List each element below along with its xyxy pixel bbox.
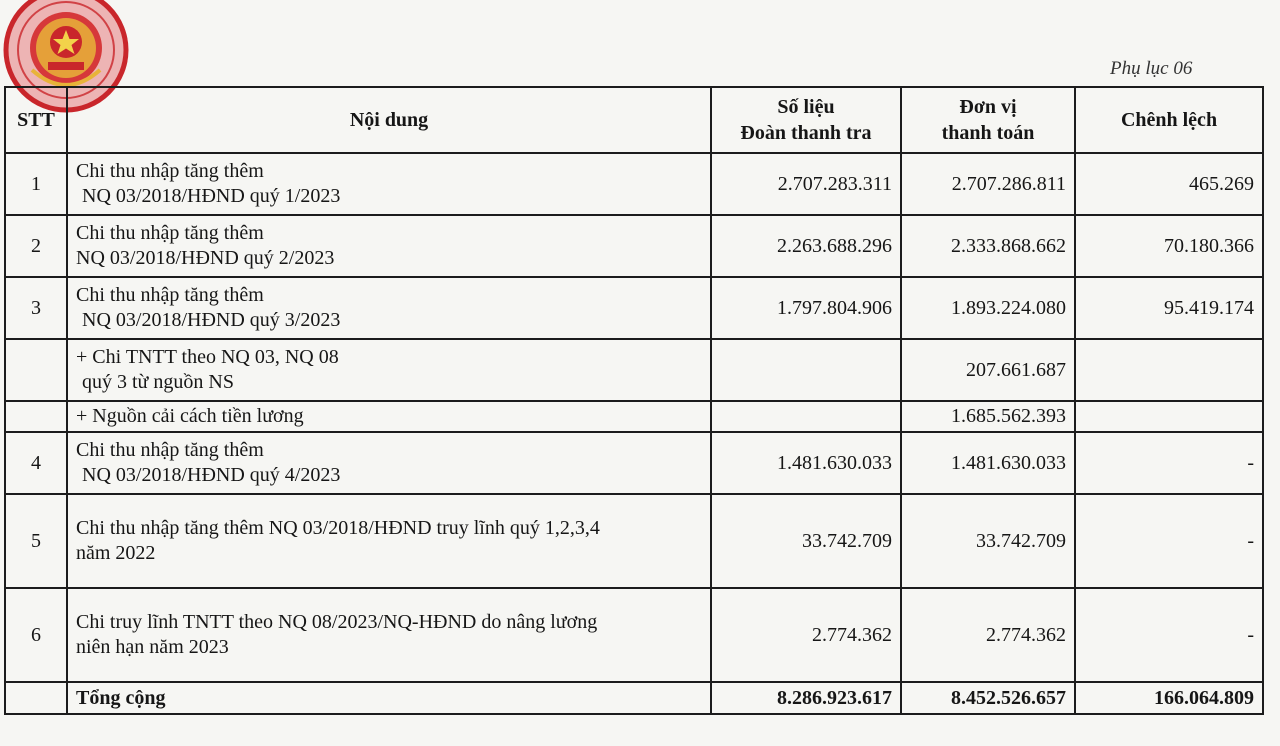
row-diff: 95.419.174 [1075, 277, 1263, 339]
row-content [67, 588, 711, 682]
row-content-line1: Chi truy lĩnh TNTT theo NQ 08/2023/NQ-HĐND do nâng lương [76, 611, 598, 633]
total-inspection: 8.286.923.617 [711, 682, 901, 714]
row-content-line1: Chi thu nhập tăng thêm [76, 160, 264, 182]
row-content-line1: Chi thu nhập tăng thêm NQ 03/2018/HĐND truy lĩnh quý 1,2,3,4 [76, 517, 600, 539]
row-content [67, 277, 711, 339]
row-diff: - [1075, 432, 1263, 494]
table-row [5, 215, 1263, 277]
row-inspection: 1.481.630.033 [711, 432, 901, 494]
row-diff [1075, 339, 1263, 401]
row-diff: - [1075, 494, 1263, 588]
row-stt: 4 [5, 432, 67, 494]
header-inspection-line2: Đoàn thanh tra [740, 122, 872, 144]
row-unit: 207.661.687 [901, 339, 1075, 401]
row-inspection: 33.742.709 [711, 494, 901, 588]
row-stt: 3 [5, 277, 67, 339]
row-content [67, 153, 711, 215]
row-diff [1075, 401, 1263, 432]
table-row [5, 588, 1263, 682]
row-stt [5, 401, 67, 432]
row-content-line1: Chi thu nhập tăng thêm [76, 439, 264, 461]
row-diff: 70.180.366 [1075, 215, 1263, 277]
row-unit: 33.742.709 [901, 494, 1075, 588]
total-row [5, 682, 1263, 714]
table-row [5, 401, 1263, 432]
row-stt: 2 [5, 215, 67, 277]
row-content-line1: + Chi TNTT theo NQ 03, NQ 08 [76, 346, 339, 368]
row-content [67, 401, 711, 432]
total-stt [5, 682, 67, 714]
total-label: Tổng cộng [67, 682, 711, 714]
row-content-line2: quý 3 từ nguồn NS [82, 371, 234, 393]
comparison-table [4, 86, 1264, 715]
table-header-row [5, 87, 1263, 153]
row-diff: 465.269 [1075, 153, 1263, 215]
row-content-line2: năm 2022 [76, 542, 156, 564]
row-content [67, 432, 711, 494]
row-stt: 6 [5, 588, 67, 682]
row-inspection: 1.797.804.906 [711, 277, 901, 339]
table-row [5, 153, 1263, 215]
row-inspection: 2.263.688.296 [711, 215, 901, 277]
row-inspection [711, 401, 901, 432]
header-inspection [711, 87, 901, 153]
header-unit-line2: thanh toán [941, 122, 1035, 144]
row-content-line2: NQ 03/2018/HĐND quý 4/2023 [82, 464, 341, 486]
header-unit-line1: Đơn vị [959, 96, 1017, 118]
row-content [67, 339, 711, 401]
row-inspection: 2.707.283.311 [711, 153, 901, 215]
total-diff: 166.064.809 [1075, 682, 1263, 714]
header-unit [901, 87, 1075, 153]
table-row [5, 494, 1263, 588]
row-unit: 1.481.630.033 [901, 432, 1075, 494]
row-content [67, 215, 711, 277]
row-stt: 5 [5, 494, 67, 588]
row-stt: 1 [5, 153, 67, 215]
row-content-line2: NQ 03/2018/HĐND quý 3/2023 [82, 309, 341, 331]
row-diff: - [1075, 588, 1263, 682]
total-unit: 8.452.526.657 [901, 682, 1075, 714]
header-stt: STT [5, 87, 67, 153]
row-unit: 1.685.562.393 [901, 401, 1075, 432]
row-stt [5, 339, 67, 401]
table-row [5, 277, 1263, 339]
row-unit: 2.333.868.662 [901, 215, 1075, 277]
row-content [67, 494, 711, 588]
header-inspection-line1: Số liệu [777, 96, 835, 118]
appendix-label: Phụ lục 06 [1110, 58, 1193, 79]
row-content-line2: NQ 03/2018/HĐND quý 2/2023 [76, 247, 335, 269]
header-content: Nội dung [67, 87, 711, 153]
header-diff: Chênh lệch [1075, 87, 1263, 153]
row-inspection: 2.774.362 [711, 588, 901, 682]
row-unit: 2.707.286.811 [901, 153, 1075, 215]
table-row [5, 432, 1263, 494]
row-content-line2: NQ 03/2018/HĐND quý 1/2023 [82, 185, 341, 207]
row-content-line1: + Nguồn cải cách tiền lương [76, 405, 304, 427]
row-content-line1: Chi thu nhập tăng thêm [76, 284, 264, 306]
row-content-line2: niên hạn năm 2023 [76, 636, 229, 658]
row-inspection [711, 339, 901, 401]
row-content-line1: Chi thu nhập tăng thêm [76, 222, 264, 244]
table-row [5, 339, 1263, 401]
row-unit: 2.774.362 [901, 588, 1075, 682]
row-unit: 1.893.224.080 [901, 277, 1075, 339]
